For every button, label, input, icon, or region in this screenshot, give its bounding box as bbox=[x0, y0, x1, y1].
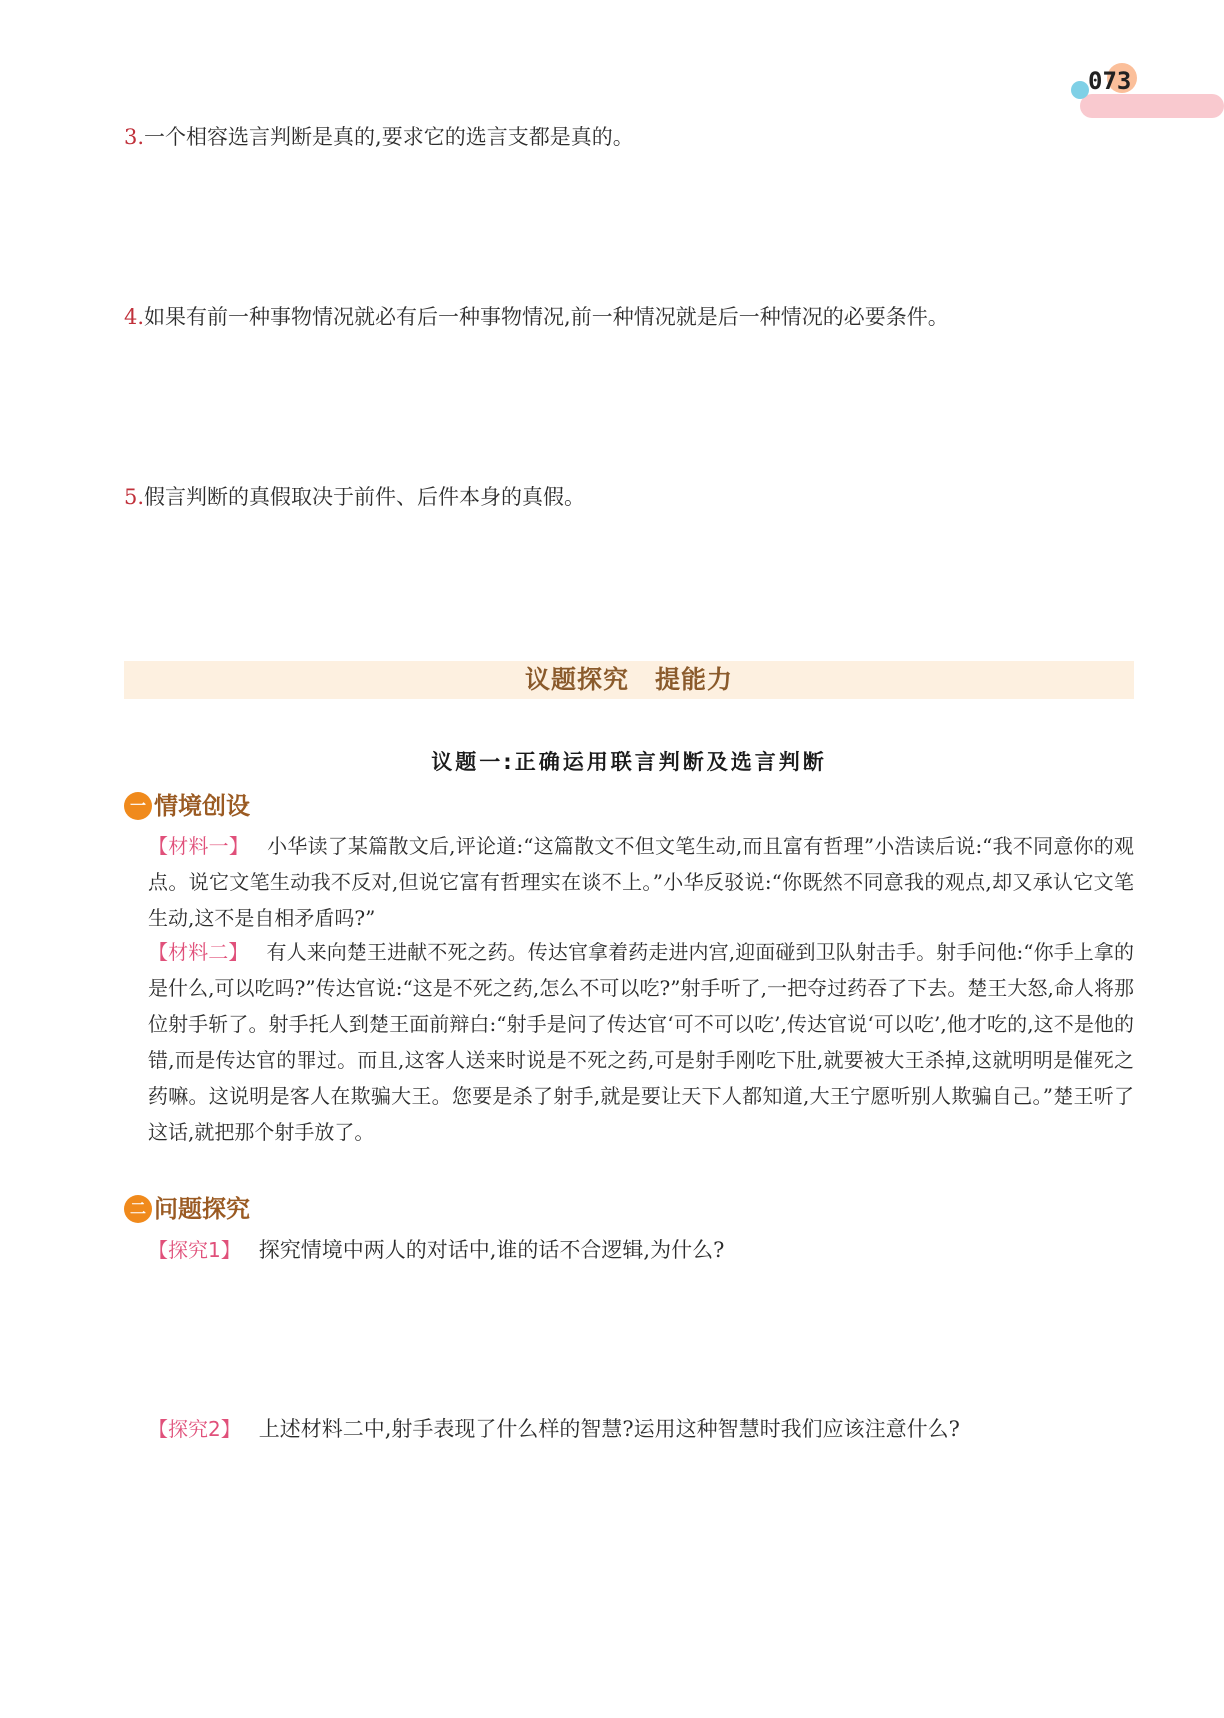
judgment-item-4 bbox=[124, 302, 949, 332]
material-tag: 【材料二】 bbox=[148, 940, 249, 964]
inquiry-question-2 bbox=[148, 1413, 1134, 1445]
item-text: 假言判断的真假取决于前件、后件本身的真假。 bbox=[144, 485, 586, 509]
page-number: 073 bbox=[1088, 67, 1132, 95]
question-tag: 【探究1】 bbox=[148, 1238, 241, 1262]
header-blue-circle bbox=[1071, 81, 1089, 99]
topic-title: 议题一:正确运用联言判断及选言判断 bbox=[431, 750, 827, 774]
section-badge: 二 bbox=[124, 1195, 152, 1223]
item-number: 4. bbox=[124, 305, 145, 329]
material-tag: 【材料一】 bbox=[148, 834, 250, 858]
question-text: 上述材料二中,射手表现了什么样的智慧?运用这种智慧时我们应该注意什么? bbox=[258, 1417, 960, 1441]
section-badge: 一 bbox=[124, 792, 152, 820]
material-text: 小华读了某篇散文后,评论道:“这篇散文不但文笔生动,而且富有哲理”小浩读后说:“我不同意你的观点。说它文笔生动我不反对,但说它富有哲理实在谈不上。”小华反驳说:“你既然不同意我的观点,却又承认它文笔生动,这不是自相矛盾吗?” bbox=[148, 834, 1134, 930]
item-text: 如果有前一种事物情况就必有后一种事物情况,前一种情况就是后一种情况的必要条件。 bbox=[144, 305, 949, 329]
section-heading-text: 问题探究 bbox=[154, 1195, 250, 1223]
inquiry-heading bbox=[124, 1192, 250, 1226]
item-number: 5. bbox=[124, 485, 145, 509]
header-pink-bar bbox=[1080, 94, 1224, 118]
section-heading-text: 情境创设 bbox=[154, 792, 250, 820]
inquiry-question-1 bbox=[148, 1234, 1134, 1266]
judgment-item-5 bbox=[124, 482, 585, 512]
material-text: 有人来向楚王进献不死之药。传达官拿着药走进内宫,迎面碰到卫队射击手。射手问他:“你手上拿的是什么,可以吃吗?”传达官说:“这是不死之药,怎么不可以吃?”射手听了,一把夺过药吞了下去。楚王大怒,命人将那位射手斩了。射手托人到楚王面前辩白:“射手是问了传达官‘可不可以吃’,传达官说‘可以吃’,他才吃的,这不是他的错,而是传达官的罪过。而且,这客人送来时说是不死之药,可是射手刚吃下肚,就要被大王杀掉,这就明明是催死之药嘛。这说明是客人在欺骗大王。您要是杀了射手,就是要让天下人都知道,大王宁愿听别人欺骗自己。”楚王听了这话,就把那个射手放了。 bbox=[148, 940, 1135, 1144]
section-banner bbox=[124, 661, 1134, 699]
question-text: 探究情境中两人的对话中,谁的话不合逻辑,为什么? bbox=[258, 1238, 725, 1262]
scenario-heading bbox=[124, 789, 250, 823]
material-one bbox=[148, 828, 1134, 936]
header-decoration bbox=[0, 0, 1224, 140]
judgment-item-3 bbox=[124, 122, 634, 152]
item-number: 3. bbox=[124, 125, 145, 149]
item-text: 一个相容选言判断是真的,要求它的选言支都是真的。 bbox=[144, 125, 634, 149]
material-two bbox=[148, 934, 1134, 1150]
banner-title: 议题探究 提能力 bbox=[524, 665, 733, 694]
question-tag: 【探究2】 bbox=[148, 1417, 241, 1441]
